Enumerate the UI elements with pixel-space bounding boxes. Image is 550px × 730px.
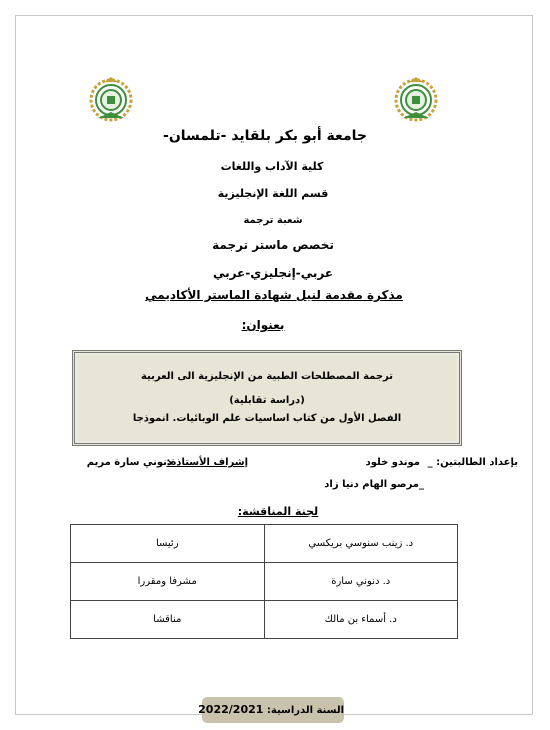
thesis-title-main: ترجمة المصطلحات الطبية من الإنجليزية الى العربية [140,371,394,382]
faculty-name: كلية الآداب واللغات [220,160,324,173]
supervisor-name: دنوني سارة مريم [86,457,172,468]
academic-year-label: السنة الدراسية: [266,705,344,716]
thesis-title-case: الفصل الأول من كتاب اساسيات علم الوبائيات. انموذجا [132,413,402,424]
branch-name: شعبة ترجمة [243,215,303,226]
title-label: بعنوان: [241,318,285,332]
committee-member-role: مشرفا ومقررا [71,563,265,601]
supervisor-label: إشراف الأستاذة: [166,457,248,468]
university-name: جامعة أبو بكر بلقايد -تلمسان- [163,128,367,144]
academic-year-value: 2022/2021 [198,703,264,716]
university-logo-left [88,76,134,122]
languages-line: عربي-إنجليزي-عربي [212,266,334,280]
academic-year-box [198,697,344,723]
table-row [71,601,458,639]
table-row [71,563,458,601]
specialty-name: تخصص ماستر ترجمة [212,238,334,252]
student-2-name: _مرصو الهام دنيا زاد [324,479,424,490]
thesis-title-subtitle: (دراسة تقابلية) [229,395,305,406]
prepared-by-label: بإعداد الطالبتين: _ [427,457,518,468]
student-1-name: موندو خلود [365,457,420,468]
department-name: قسم اللغة الإنجليزية [217,187,329,200]
table-row [71,525,458,563]
thesis-title-box [72,350,462,446]
committee-member-role: رئيسا [71,525,265,563]
committee-member-role: مناقشا [71,601,265,639]
committee-member-name: د. زينب سنوسي بريكسي [264,525,458,563]
committee-heading: لجنة المناقشة: [237,505,319,518]
university-logo-right [393,76,439,122]
committee-member-name: د. أسماء بن مالك [264,601,458,639]
committee-table [70,524,458,639]
committee-member-name: د. دنوني سارة [264,563,458,601]
memo-line: مذكرة مقدمة لنيل شهادة الماستر الأكاديمي [145,288,403,302]
